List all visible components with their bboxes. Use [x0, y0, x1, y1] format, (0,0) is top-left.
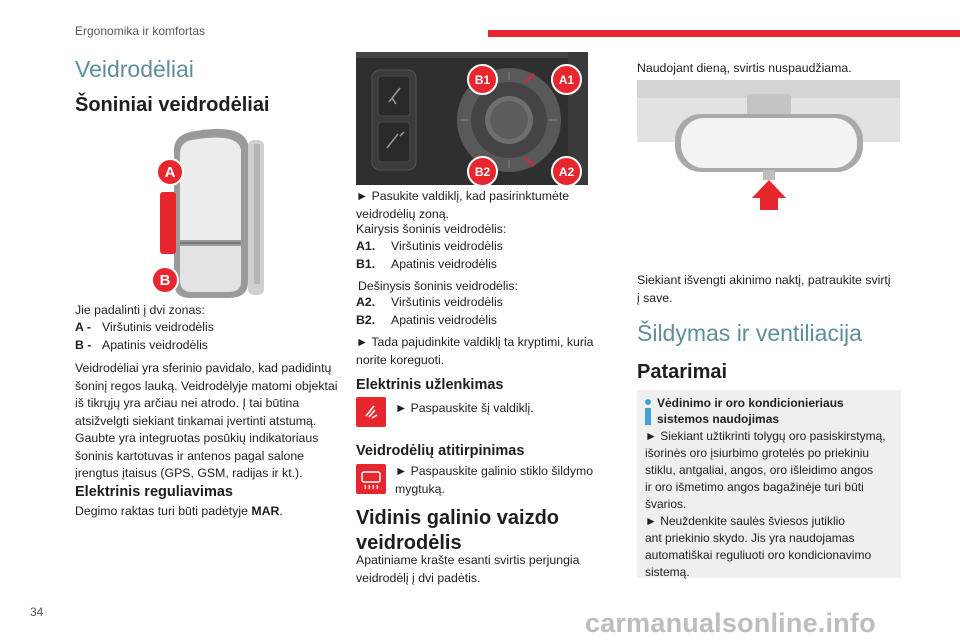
electric-fold-heading: Elektrinis užlenkimas	[356, 377, 504, 393]
list-item: B2. Apatinis veidrodėlis	[356, 312, 497, 327]
electric-adjust-text: Degimo raktas turi būti padėtyje MAR.	[75, 504, 283, 518]
zones-intro: Jie padalinti į dvi zonas:	[75, 303, 205, 317]
list-item: A1. Viršutinis veidrodėlis	[356, 239, 503, 253]
page-title: Veidrodėliai	[75, 56, 194, 82]
electric-adjust-heading: Elektrinis reguliavimas	[75, 484, 233, 500]
page-number: 34	[30, 605, 44, 619]
night-position-text: Siekiant išvengti akinimo naktį, patraukite svirtį į save.	[637, 273, 891, 305]
mirror-description: Veidrodėliai yra sferinio pavidalo, kad padidintų šoninį regos lauką. Veidrodėlyje matomi objektai iš tikrųjų yra arčiau nei atrodo. Į tai būtina atsižvelgti siekiant tinkamai įvertinti atstumą. Gaubte yra integruotas posūkių indikatoriaus šoninis kartotuvas ir antenos pagal salone įrengtus įtaisus (GPS, GSM, radijas ir kt.).	[75, 361, 338, 480]
day-position-text: Naudojant dieną, svirtis nuspaudžiama.	[637, 61, 852, 75]
rearview-mirror-heading: Vidinis galinio vaizdo veidrodėlis	[356, 507, 559, 554]
list-item: A2. Viršutinis veidrodėlis	[356, 295, 503, 309]
b1-marker: B1	[467, 64, 498, 95]
zone-a-marker	[156, 158, 184, 186]
zones-list	[75, 319, 335, 354]
rearview-mirror-illustration	[637, 80, 900, 235]
list-item: A - Viršutinis veidrodėlis	[75, 320, 214, 334]
zone-a-label: A	[164, 163, 176, 181]
left-mirror-title: Kairysis šoninis veidrodėlis:	[356, 222, 507, 236]
defrost-text: ► Paspauskite galinio stiklo šildymo mygtuką.	[395, 464, 594, 496]
right-mirror-title: Dešinysis šoninis veidrodėlis:	[358, 279, 518, 293]
tips-heading: Patarimai	[637, 361, 728, 383]
list-item: B - Apatinis veidrodėlis	[75, 337, 208, 352]
select-zone-instruction: ► Pasukite valdiklį, kad pasirinktumėte veidrodėlių zoną.	[356, 189, 570, 221]
a2-marker: A2	[551, 156, 582, 187]
watermark: carmanualsonline.info	[585, 608, 876, 638]
header-accent-bar	[488, 30, 960, 37]
rear-defrost-icon	[356, 464, 386, 494]
left-mirror-list	[356, 238, 596, 273]
b2-marker: B2	[467, 156, 498, 187]
rearview-mirror-text: Apatiniame krašte esanti svirtis perjungia veidrodėlį į dvi padėtis.	[356, 553, 580, 585]
adjust-instruction: ► Tada pajudinkite valdiklį ta kryptimi, kuria norite koreguoti.	[356, 335, 594, 367]
info-icon	[643, 398, 653, 426]
defrost-heading: Veidrodėlių atitirpinimas	[356, 443, 525, 459]
heating-ventilation-heading: Šildymas ir ventiliacija	[637, 320, 862, 346]
info-title: Vėdinimo ir oro kondicionieriaus sistemos naudojimas	[657, 396, 844, 426]
side-mirrors-heading: Šoniniai veidrodėliai	[75, 94, 270, 116]
electric-fold-text: ► Paspauskite šį valdiklį.	[395, 401, 534, 415]
zone-b-label: B	[159, 271, 171, 289]
info-body: ► Siekiant užtikrinti tolygų oro pasiskirstymą, išorinės oro įsiurbimo grotelės po priekiniu stiklu, antgaliai, angos, oro išleidimo angos ir oro išmetimo angos bagažinėje turi būti švarios. ► Neuždenkite saulės šviesos jutiklio ant priekinio skydo. Jis yra naudojamas automatiškai reguliuoti oro kondicionavimo sistemą.	[645, 429, 886, 579]
fold-mirror-icon	[356, 397, 386, 427]
right-mirror-list	[356, 294, 596, 329]
list-item: B1. Apatinis veidrodėlis	[356, 256, 497, 271]
section-header: Ergonomika ir komfortas	[75, 24, 206, 38]
a1-marker: A1	[551, 64, 582, 95]
zone-b-marker	[151, 266, 179, 294]
info-box	[637, 390, 901, 578]
